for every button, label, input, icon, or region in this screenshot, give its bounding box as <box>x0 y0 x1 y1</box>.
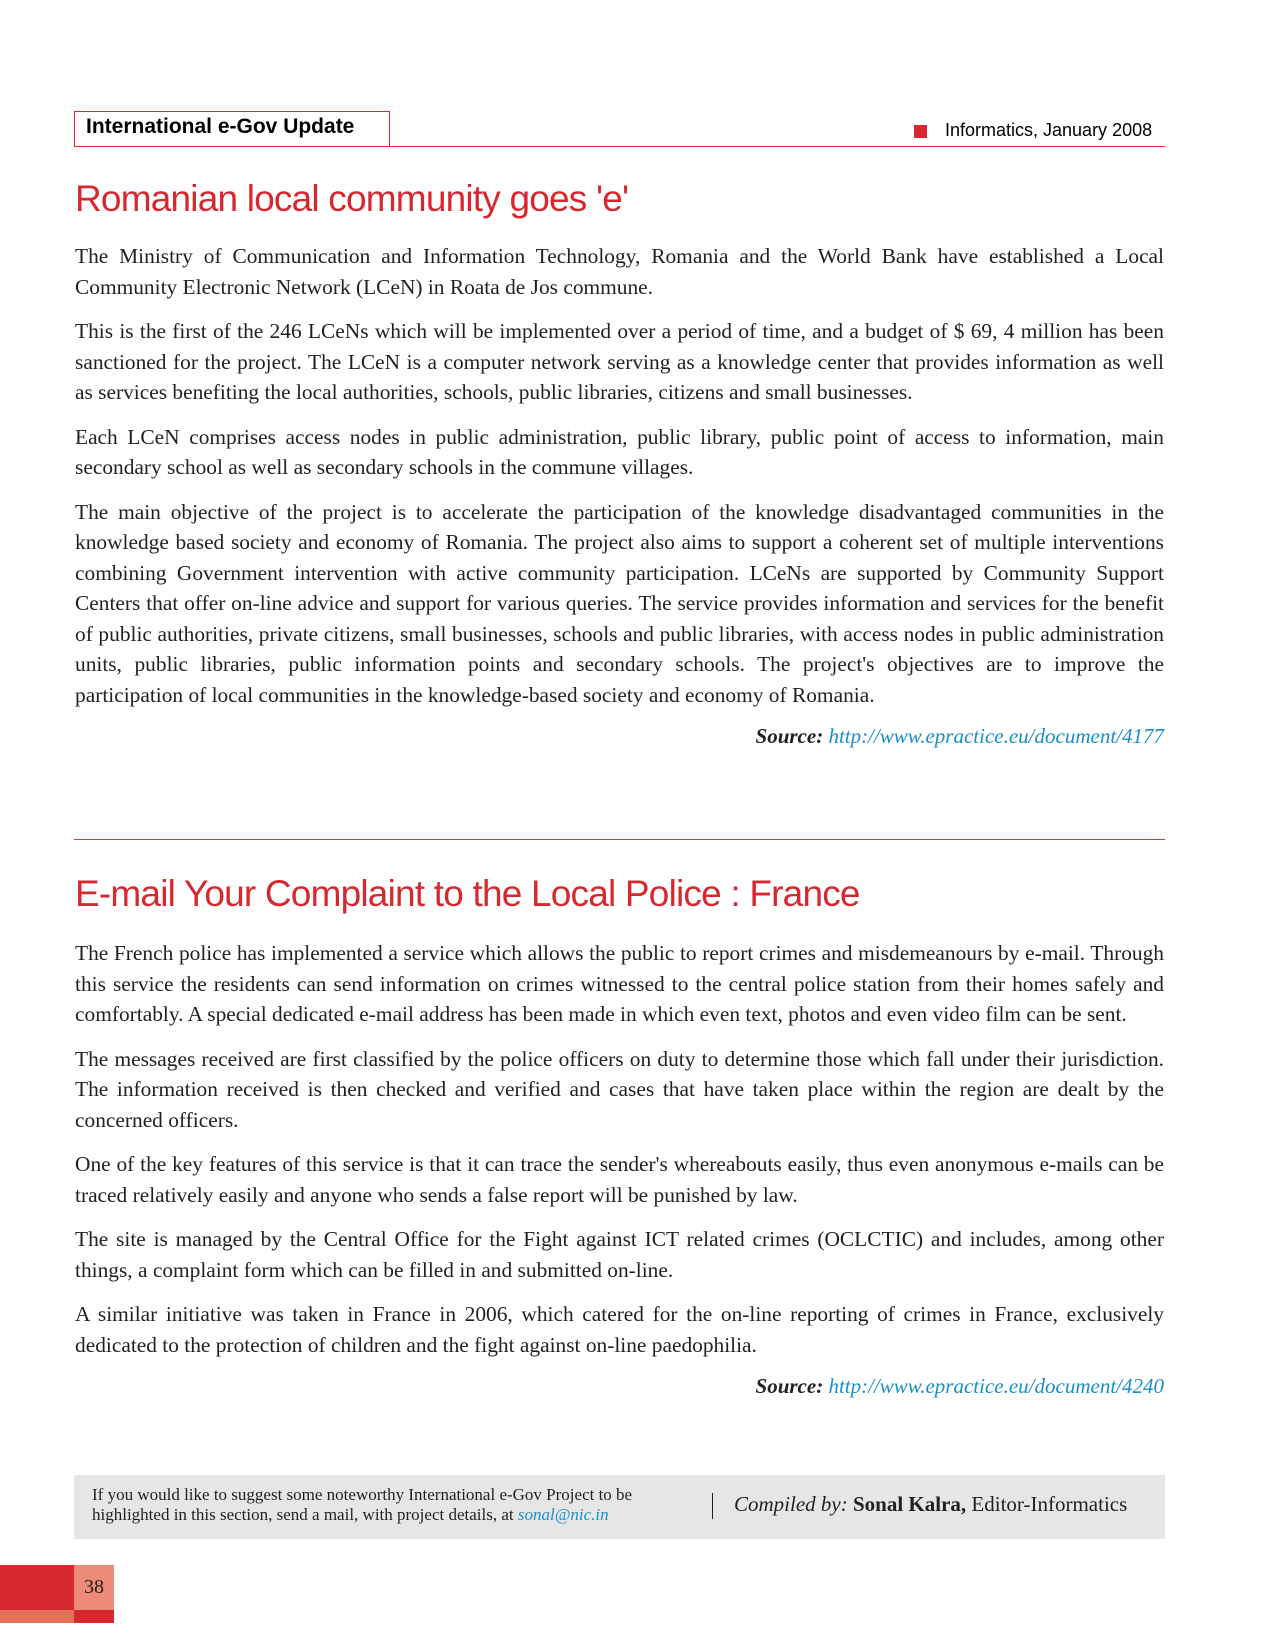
source-label: Source: <box>755 1374 824 1398</box>
article-title: E-mail Your Complaint to the Local Police : France <box>75 873 860 914</box>
compiled-by <box>734 1492 1127 1517</box>
article-paragraph: The main objective of the project is to accelerate the participation of the knowledge disadvantaged communities in the knowledge based society and economy of Romania. The project also aims to support a coherent set of multiple interventions combining Government intervention with active community participation. LCeNs are supported by Community Support Centers that offer on-line advice and support for various queries. The service provides information and services for the benefit of public authorities, private citizens, small businesses, schools and public libraries, with access nodes in public administration units, public libraries, public information points and secondary schools. The project's objectives are to improve the participation of local communities in the knowledge-based society and economy of Romania. <box>75 499 1164 707</box>
section-label: International e-Gov Update <box>86 115 355 138</box>
article-france <box>75 873 1164 1399</box>
article-paragraph: The French police has implemented a service which allows the public to report crimes and misdemeanours by e-mail. Through this service the residents can send information on crimes witnessed to the central police station from their homes safely and comfortably. A special dedicated e-mail address has been made in which even text, photos and even video film can be sent. <box>75 941 1164 1026</box>
article-paragraph: The Ministry of Communication and Information Technology, Romania and the World Bank have established a Local Community Electronic Network (LCeN) in Roata de Jos commune. <box>75 244 1164 299</box>
suggestion-text-block <box>92 1485 692 1525</box>
article-paragraph: This is the first of the 246 LCeNs which will be implemented over a period of time, and a budget of $ 69, 4 million has been sanctioned for the project. The LCeN is a computer network serving as a knowledge center that provides information as well as services benefiting the local authorities, schools, public libraries, citizens and small businesses. <box>75 319 1164 404</box>
section-divider <box>74 839 1165 840</box>
issue-date: Informatics, January 2008 <box>945 120 1153 140</box>
compiled-name: Sonal Kalra, <box>852 1492 967 1516</box>
page-corner-strip <box>0 1610 74 1623</box>
source-line <box>75 724 1164 749</box>
source-label: Source: <box>755 724 824 748</box>
suggestion-callout <box>74 1475 1165 1539</box>
page-number-strip <box>74 1610 114 1623</box>
page-number: 38 <box>74 1565 114 1610</box>
article-paragraph: The messages received are first classified by the police officers on duty to determine those which fall under their jurisdiction. The information received is then checked and verified and cases that have taken place within the region are dealt by the concerned officers. <box>75 1046 1164 1132</box>
article-paragraph: Each LCeN comprises access nodes in public administration, public library, public point of access to information, main secondary school as well as secondary schools in the commune villages. <box>75 424 1164 479</box>
article-title: Romanian local community goes 'e' <box>75 178 629 219</box>
source-line <box>75 1374 1164 1399</box>
article-paragraph: The site is managed by the Central Office for the Fight against ICT related crimes (OCLCTIC) and includes, among other things, a complaint form which can be filled in and submitted on-line. <box>75 1227 1164 1282</box>
footer-separator <box>712 1493 713 1519</box>
article-paragraph: One of the key features of this service is that it can trace the sender's whereabouts easily, thus even anonymous e-mails can be traced relatively easily and anyone who sends a false report will be punished by law. <box>75 1152 1164 1207</box>
suggestion-text: If you would like to suggest some noteworthy International e-Gov Project to be highlighted in this section, send a mail, with project details, at <box>92 1485 633 1524</box>
article-romania <box>75 178 1164 749</box>
article-paragraph: A similar initiative was taken in France in 2006, which catered for the on-line reporting of crimes in France, exclusively dedicated to the protection of children and the fight against on-line paedophilia. <box>75 1302 1164 1357</box>
header-rule <box>74 146 1165 147</box>
compiled-label: Compiled by: <box>734 1492 848 1516</box>
source-link[interactable]: http://www.epractice.eu/document/4177 <box>828 724 1164 748</box>
contact-email-link[interactable]: sonal@nic.in <box>517 1505 609 1524</box>
source-link[interactable]: http://www.epractice.eu/document/4240 <box>828 1374 1164 1398</box>
compiled-role: Editor-Informatics <box>971 1492 1128 1516</box>
issue-marker-square <box>914 125 927 138</box>
